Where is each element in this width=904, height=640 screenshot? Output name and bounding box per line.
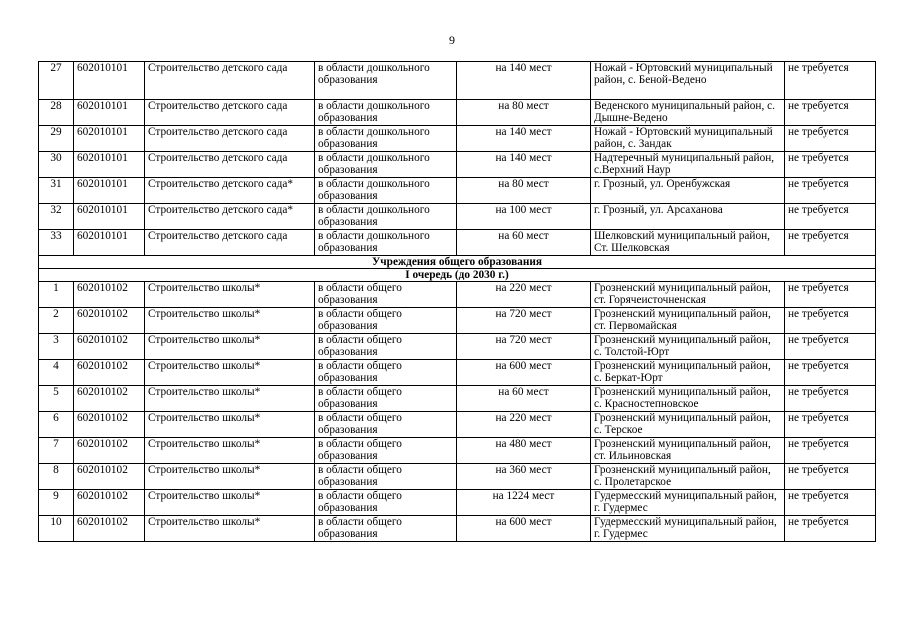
row-area: в области общего образования [315, 360, 457, 386]
row-code: 602010102 [74, 308, 145, 334]
row-capacity: на 600 мест [457, 516, 591, 542]
objects-table [38, 61, 876, 542]
row-location: Грозненский муниципальный район, ст. Горячеисточненская [591, 282, 785, 308]
table-row [39, 282, 876, 308]
row-area: в области общего образования [315, 334, 457, 360]
row-area: в области общего образования [315, 438, 457, 464]
table-row [39, 230, 876, 256]
row-capacity: на 360 мест [457, 464, 591, 490]
row-requirement: не требуется [785, 438, 876, 464]
row-code: 602010102 [74, 516, 145, 542]
row-capacity: на 220 мест [457, 282, 591, 308]
row-capacity: на 220 мест [457, 412, 591, 438]
row-area: в области дошкольного образования [315, 204, 457, 230]
row-code: 602010101 [74, 126, 145, 152]
row-area: в области общего образования [315, 386, 457, 412]
row-object-name: Строительство школы* [145, 464, 315, 490]
row-requirement: не требуется [785, 412, 876, 438]
row-capacity: на 60 мест [457, 230, 591, 256]
row-area: в области общего образования [315, 412, 457, 438]
row-requirement: не требуется [785, 178, 876, 204]
row-area: в области дошкольного образования [315, 126, 457, 152]
table-row [39, 62, 876, 100]
row-object-name: Строительство школы* [145, 516, 315, 542]
row-area: в области общего образования [315, 490, 457, 516]
table-section-header [39, 256, 876, 282]
row-requirement: не требуется [785, 308, 876, 334]
row-capacity: на 140 мест [457, 152, 591, 178]
row-area: в области дошкольного образования [315, 152, 457, 178]
table-row [39, 516, 876, 542]
row-capacity: на 100 мест [457, 204, 591, 230]
row-area: в области общего образования [315, 308, 457, 334]
table-row [39, 308, 876, 334]
row-capacity: на 80 мест [457, 178, 591, 204]
table-row [39, 334, 876, 360]
row-object-name: Строительство школы* [145, 386, 315, 412]
row-area: в области общего образования [315, 516, 457, 542]
row-requirement: не требуется [785, 126, 876, 152]
row-location: Надтеречный муниципальный район, с.Верхний Наур [591, 152, 785, 178]
table-row [39, 100, 876, 126]
row-object-name: Строительство школы* [145, 282, 315, 308]
row-number: 29 [39, 126, 74, 152]
row-code: 602010101 [74, 100, 145, 126]
table-row [39, 204, 876, 230]
section-title: Учреждения общего образования [39, 256, 876, 269]
table-body-preschool [39, 62, 876, 256]
row-number: 33 [39, 230, 74, 256]
table-body-schools [39, 282, 876, 542]
row-number: 3 [39, 334, 74, 360]
row-number: 31 [39, 178, 74, 204]
row-location: Грозненский муниципальный район, с. Беркат-Юрт [591, 360, 785, 386]
row-capacity: на 720 мест [457, 308, 591, 334]
page-number: 9 [449, 33, 455, 47]
row-code: 602010101 [74, 230, 145, 256]
row-location: Гудермесский муниципальный район, г. Гудермес [591, 516, 785, 542]
row-area: в области общего образования [315, 464, 457, 490]
row-capacity: на 140 мест [457, 126, 591, 152]
row-object-name: Строительство детского сада* [145, 204, 315, 230]
section-title-row [39, 256, 876, 269]
row-object-name: Строительство школы* [145, 490, 315, 516]
row-location: г. Грозный, ул. Арсаханова [591, 204, 785, 230]
row-code: 602010102 [74, 360, 145, 386]
row-area: в области общего образования [315, 282, 457, 308]
row-requirement: не требуется [785, 152, 876, 178]
table-row [39, 360, 876, 386]
row-object-name: Строительство детского сада* [145, 178, 315, 204]
row-location: Веденского муниципальный район, с. Дышне-Ведено [591, 100, 785, 126]
row-capacity: на 600 мест [457, 360, 591, 386]
row-code: 602010102 [74, 490, 145, 516]
table-row [39, 386, 876, 412]
row-code: 602010102 [74, 386, 145, 412]
row-capacity: на 140 мест [457, 62, 591, 100]
row-capacity: на 480 мест [457, 438, 591, 464]
row-location: Ножай - Юртовский муниципальный район, с. Зандак [591, 126, 785, 152]
table-row [39, 438, 876, 464]
row-object-name: Строительство школы* [145, 360, 315, 386]
row-object-name: Строительство детского сада [145, 100, 315, 126]
row-requirement: не требуется [785, 490, 876, 516]
row-object-name: Строительство школы* [145, 412, 315, 438]
row-area: в области дошкольного образования [315, 230, 457, 256]
row-number: 27 [39, 62, 74, 100]
table-row [39, 490, 876, 516]
row-object-name: Строительство школы* [145, 334, 315, 360]
row-object-name: Строительство детского сада [145, 126, 315, 152]
row-object-name: Строительство детского сада [145, 230, 315, 256]
section-subtitle-row [39, 269, 876, 282]
row-location: г. Грозный, ул. Оренбужская [591, 178, 785, 204]
row-number: 10 [39, 516, 74, 542]
row-code: 602010101 [74, 204, 145, 230]
row-requirement: не требуется [785, 282, 876, 308]
row-capacity: на 720 мест [457, 334, 591, 360]
row-code: 602010102 [74, 282, 145, 308]
row-location: Грозненский муниципальный район, ст. Первомайская [591, 308, 785, 334]
row-code: 602010102 [74, 464, 145, 490]
row-number: 7 [39, 438, 74, 464]
row-location: Шелковский муниципальный район, Ст. Шелковская [591, 230, 785, 256]
row-area: в области дошкольного образования [315, 100, 457, 126]
table-row [39, 412, 876, 438]
table-row [39, 464, 876, 490]
row-requirement: не требуется [785, 230, 876, 256]
row-number: 8 [39, 464, 74, 490]
row-location: Ножай - Юртовский муниципальный район, с. Беной-Ведено [591, 62, 785, 100]
table-row [39, 152, 876, 178]
row-object-name: Строительство детского сада [145, 152, 315, 178]
row-number: 6 [39, 412, 74, 438]
table-row [39, 126, 876, 152]
row-object-name: Строительство школы* [145, 308, 315, 334]
table-row [39, 178, 876, 204]
row-area: в области дошкольного образования [315, 62, 457, 100]
row-number: 1 [39, 282, 74, 308]
row-object-name: Строительство школы* [145, 438, 315, 464]
row-requirement: не требуется [785, 100, 876, 126]
row-requirement: не требуется [785, 464, 876, 490]
row-number: 32 [39, 204, 74, 230]
row-code: 602010101 [74, 152, 145, 178]
row-location: Грозненский муниципальный район, с. Пролетарское [591, 464, 785, 490]
row-number: 30 [39, 152, 74, 178]
row-location: Гудермесский муниципальный район, г. Гудермес [591, 490, 785, 516]
row-area: в области дошкольного образования [315, 178, 457, 204]
row-object-name: Строительство детского сада [145, 62, 315, 100]
row-number: 28 [39, 100, 74, 126]
row-requirement: не требуется [785, 204, 876, 230]
row-code: 602010101 [74, 62, 145, 100]
row-requirement: не требуется [785, 516, 876, 542]
row-code: 602010101 [74, 178, 145, 204]
row-requirement: не требуется [785, 360, 876, 386]
row-number: 2 [39, 308, 74, 334]
row-capacity: на 80 мест [457, 100, 591, 126]
row-number: 5 [39, 386, 74, 412]
row-location: Грозненский муниципальный район, с. Красностепновское [591, 386, 785, 412]
row-code: 602010102 [74, 438, 145, 464]
row-code: 602010102 [74, 412, 145, 438]
row-requirement: не требуется [785, 386, 876, 412]
row-code: 602010102 [74, 334, 145, 360]
row-capacity: на 1224 мест [457, 490, 591, 516]
row-capacity: на 60 мест [457, 386, 591, 412]
row-location: Грозненский муниципальный район, ст. Ильиновская [591, 438, 785, 464]
row-requirement: не требуется [785, 62, 876, 100]
row-number: 4 [39, 360, 74, 386]
section-subtitle: I очередь (до 2030 г.) [39, 269, 876, 282]
row-location: Грозненский муниципальный район, с. Толстой-Юрт [591, 334, 785, 360]
row-location: Грозненский муниципальный район, с. Терское [591, 412, 785, 438]
row-number: 9 [39, 490, 74, 516]
row-requirement: не требуется [785, 334, 876, 360]
